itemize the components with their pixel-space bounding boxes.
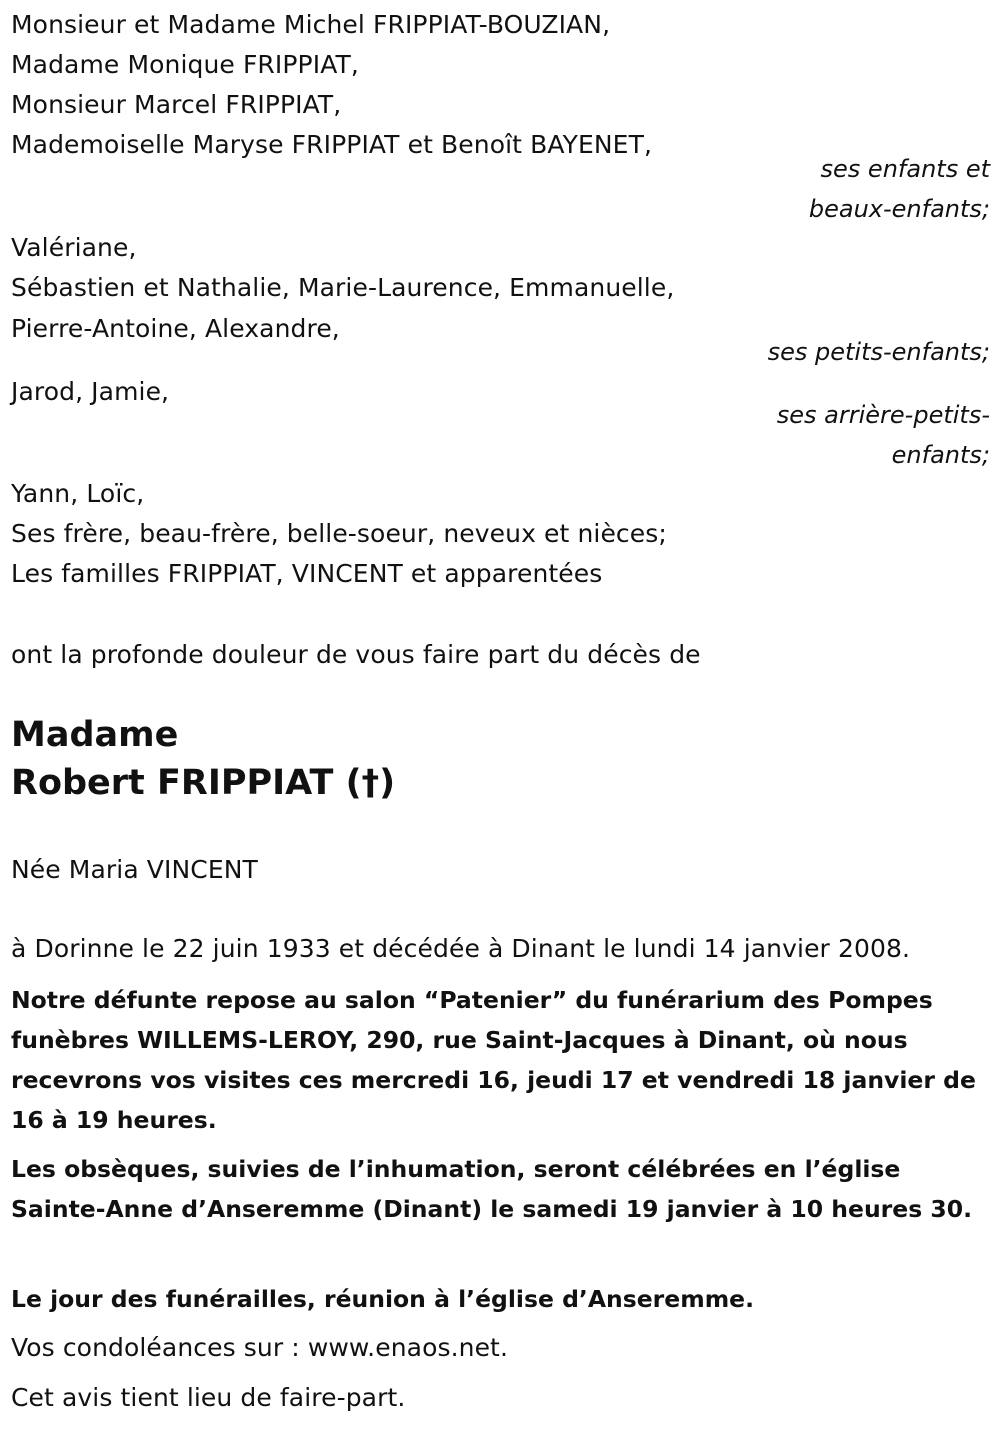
meeting-paragraph: Le jour des funérailles, réunion à l’église d’Anseremme. (11, 1285, 755, 1313)
child-line-1: Monsieur et Madame Michel FRIPPIAT-BOUZIAN, (11, 10, 611, 39)
other-line-2: Ses frère, beau-frère, belle-soeur, neveux et nièces; (11, 519, 667, 548)
grandchild-line-2: Sébastien et Nathalie, Marie-Laurence, Emmanuelle, (11, 273, 675, 302)
condolences-text: Vos condoléances sur : www.enaos.net. (11, 1333, 509, 1362)
child-line-4: Mademoiselle Maryse FRIPPIAT et Benoît BAYENET, (11, 130, 652, 159)
other-line-3: Les familles FRIPPIAT, VINCENT et apparentées (11, 559, 603, 588)
great-grandchild-line: Jarod, Jamie, (11, 377, 170, 406)
deceased-title-line-1: Madame (11, 715, 179, 755)
grandchild-line-1: Valériane, (11, 233, 137, 262)
announcement-text: ont la profonde douleur de vous faire part du décès de (11, 640, 701, 669)
children-label-line-1: ses enfants et (820, 155, 990, 183)
maiden-name: Née Maria VINCENT (11, 855, 258, 884)
deceased-title-line-2: Robert FRIPPIAT (†) (11, 763, 396, 803)
funeral-paragraph: Les obsèques, suivies de l’inhumation, seront célébrées en l’église Sainte-Anne d’Anseremme (Dinant) le samedi 19 janvier à 10 heures 30. (11, 1155, 973, 1223)
repose-paragraph: Notre défunte repose au salon “Patenier” du funérarium des Pompes funèbres WILLEMS-LEROY, 290, rue Saint-Jacques à Dinant, où nous recevrons vos visites ces mercredi 16, jeudi 17 et vendredi 18 janvier de 16 à 19 heures. (11, 986, 976, 1134)
great-grandchildren-label-line-2: enfants; (891, 441, 990, 469)
notice-text: Cet avis tient lieu de faire-part. (11, 1383, 406, 1412)
child-line-2: Madame Monique FRIPPIAT, (11, 50, 359, 79)
great-grandchildren-label-line-1: ses arrière-petits- (776, 401, 990, 429)
grandchild-line-3: Pierre-Antoine, Alexandre, (11, 314, 340, 343)
child-line-3: Monsieur Marcel FRIPPIAT, (11, 90, 342, 119)
other-line-1: Yann, Loïc, (11, 479, 145, 508)
birth-death-text: à Dorinne le 22 juin 1933 et décédée à Dinant le lundi 14 janvier 2008. (11, 934, 911, 963)
grandchildren-label: ses petits-enfants; (767, 338, 990, 366)
children-label-line-2: beaux-enfants; (808, 195, 990, 223)
